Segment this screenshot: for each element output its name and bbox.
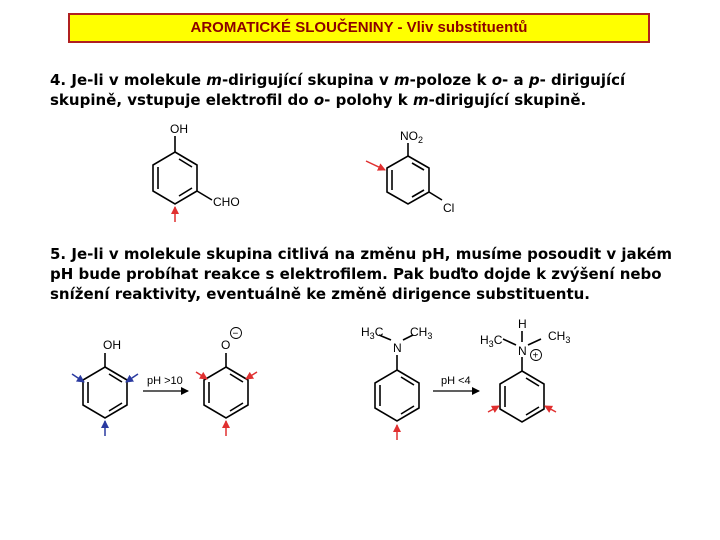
molecule-phenolate [204, 353, 248, 418]
no2-label-1: $NO_2$ [400, 129, 424, 145]
molecule-nitrochlorobenzene [387, 143, 442, 204]
cho-label: CHO [213, 195, 240, 209]
negative-charge-sign: − [232, 328, 239, 340]
page-title: AROMATICKÉ SLOUČENINY - Vliv substituentů [68, 13, 650, 43]
cl-label: Cl [443, 201, 455, 215]
ch3-label-1: $CH_3$ [410, 325, 433, 341]
h3c-label-2: $H_3C$ [480, 333, 503, 349]
n-label-2: N [518, 344, 527, 358]
oh-label-2: OH [103, 338, 121, 352]
electrophile-arrow-2 [366, 161, 385, 170]
molecule-phenol [83, 353, 127, 418]
blue-arrow-left [72, 374, 84, 382]
rule-5-paragraph: 5. Je-li v molekule skupina citlivá na změnu pH, musíme posoudit v jakém pH bude probíhat reakce s elektrofilem. Pak buďto dojde k zvýšení nebo snížení reaktivity, eventuálně ke změně dirigence substituentu. [50, 245, 672, 303]
phenolate-o-label: O [221, 338, 231, 352]
h3c-label-1: $H_3C$ [361, 325, 384, 341]
molecule-hydroxybenzaldehyde [153, 136, 212, 204]
red-arrow-right [246, 372, 257, 379]
ph-high-label: pH >10 [147, 375, 183, 387]
positive-charge-sign: + [532, 350, 539, 362]
n-label-1: N [393, 341, 402, 355]
h-label-top: H [518, 317, 527, 331]
red-arrow-left [196, 372, 207, 379]
oh-label-1: OH [170, 122, 188, 136]
rule-4-paragraph: 4. Je-li v molekule m-dirigující skupina v m-poloze k o- a p- dirigující skupině, vstupuje elektrofil do o- polohy k m-dirigující skupině. [50, 71, 626, 109]
red-arrow-meta-right [545, 406, 556, 412]
blue-arrow-right [126, 374, 138, 382]
red-arrow-meta-left [488, 406, 499, 412]
ph-low-label: pH <4 [441, 375, 471, 387]
ch3-label-2: $CH_3$ [548, 329, 571, 345]
